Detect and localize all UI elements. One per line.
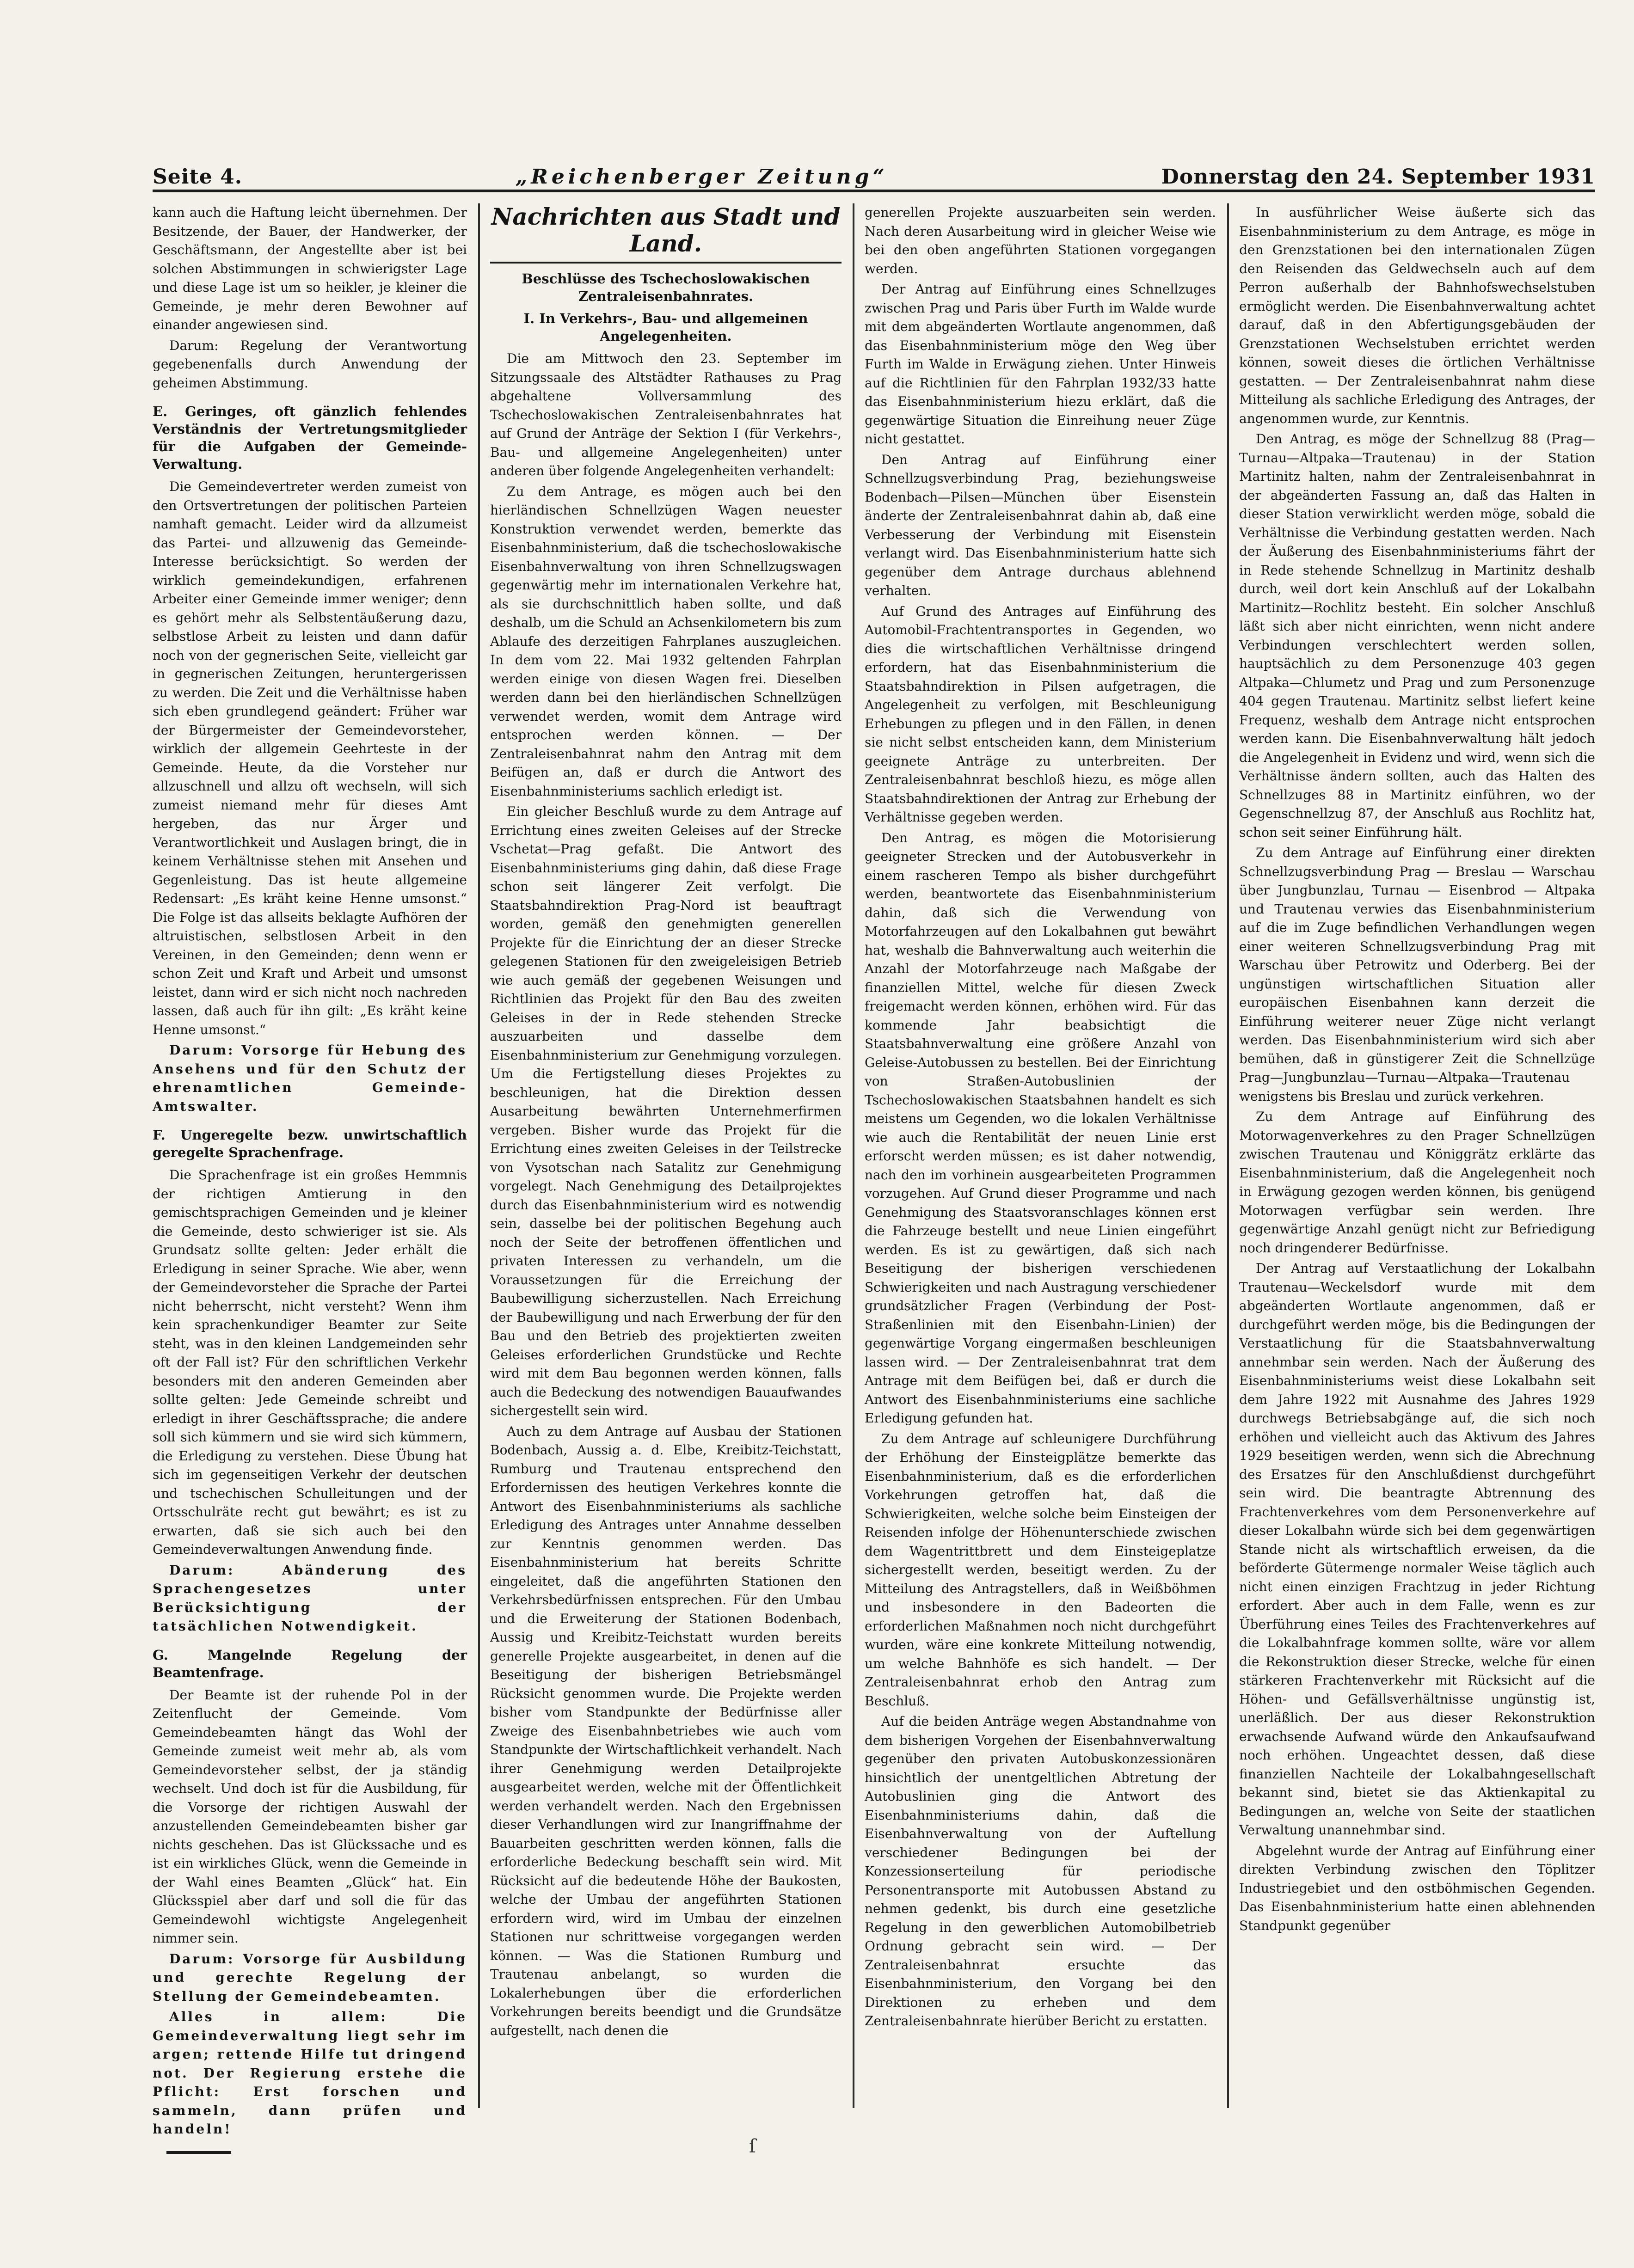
end-rule xyxy=(166,2151,231,2154)
paragraph: Den Antrag, es möge der Schnellzug 88 (Prag—Turnau—Altpaka—Trautenau) in der Station Martinitz halten, nahm der Zentraleisenbahnrat in der abgeänderten Fassung an, daß das Halten in dieser Station verwirklicht werden möge, sobald die Verhältnisse die Verbindung gestatten werden. Nach der Äußerung des Eisenbahnministeriums fährt der in Rede stehende Schnellzug in Martinitz deshalb durch, weil dort kein Anschluß auf der Lokalbahn Martinitz—Rochlitz besteht. Ein solcher Anschluß läßt sich aber nicht einrichten, wenn nicht andere Verbindungen verschlechtert werden sollen, hauptsächlich zu dem Personenzuge 403 gegen Altpaka—Chlumetz und Prag und zum Personenzuge 404 gegen Trautenau. Martinitz selbst liefert keine Frequenz, weshalb dem Antrage nicht entsprochen werden kann. Die Eisenbahnverwaltung hält jedoch die Angelegenheit in Evidenz und wird, wenn sich die Verhältnisse ändern sollten, auch das Halten des Schnellzuges 88 in Martinitz einführen, wo der Gegenschnellzug 87, der Anschluß aus Rochlitz hat, schon seit seiner Einführung hält. xyxy=(1239,431,1595,840)
column-divider xyxy=(478,203,480,2108)
paragraph: Zu dem Antrage auf Einführung des Motorwagenverkehres zu den Prager Schnellzügen zwischen Trautenau und Königgrätz erklärte das Eisenbahnministerium, daß die Angelegenheit noch in Erwägung gezogen werden können, bis genügend Motorwagen verfügbar sein werden. Ihre gegenwärtige Anzahl genügt nicht zur Befriedigung noch dringenderer Bedürfnisse. xyxy=(1239,1109,1595,1256)
paragraph: Darum: Abänderung des Sprachengesetzes unter Berücksichtigung der tatsächlichen Notwendigkeit. xyxy=(153,1562,467,1634)
masthead: „Reichenberger Zeitung“ xyxy=(515,165,888,189)
paragraph: Der Beamte ist der ruhende Pol in der Zeitenflucht der Gemeinde. Vom Gemeindebeamten hängt das Wohl der Gemeinde zumeist weit mehr ab, als vom Gemeindevorsteher selbst, der ja ständig wechselt. Und doch ist für die Ausbildung, für die Vorsorge der richtigen Auswahl der anzustellenden Gemeindebeamten bisher gar nichts geschehen. Das ist Glückssache und es ist ein wirkliches Glück, wenn die Gemeinde in der Wahl eines Beamten „Glück“ hat. Ein Glücksspiel aber darf und soll die für das Gemeindewohl wichtigste Angelegenheit nimmer sein. xyxy=(153,1687,467,1946)
page-header xyxy=(153,156,1595,189)
print-mark: ſ xyxy=(749,2136,756,2157)
paragraph: Den Antrag auf Einführung einer Schnellzugsverbindung Prag, beziehungsweise Bodenbach—Pilsen—München über Eisenstein änderte der Zentraleisenbahnrat dahin ab, daß eine Verbesserung der Verbindung mit Eisenstein verlangt wird. Das Eisenbahnministerium hatte sich gegenüber dem Antrage durchaus ablehnend verhalten. xyxy=(865,452,1216,598)
paragraph: Darum: Regelung der Verantwortung gegebenenfalls durch Anwendung der geheimen Abstimmung. xyxy=(153,337,467,391)
column-2 xyxy=(490,203,842,2108)
page-number: Seite 4. xyxy=(153,165,243,189)
section-heading: G. Mangelnde Regelung der Beamtenfrage. xyxy=(153,1647,467,1680)
paragraph: Ein gleicher Beschluß wurde zu dem Antrage auf Errichtung eines zweiten Geleises auf der Strecke Vschetat—Prag gefaßt. Die Antwort des Eisenbahnministeriums ging dahin, daß diese Frage schon seit längerer Zeit verfolgt. Die Staatsbahndirektion Prag-Nord ist beauftragt worden, gemäß den genehmigten generellen Projekte für die Einrichtung der an dieser Strecke gelegenen Stationen für den zweigeleisigen Betrieb wie auch gemäß der gegebenen Weisungen und Richtlinien das Projekt für den Bau des zweiten Geleises in der in Rede stehenden Strecke auszuarbeiten und dasselbe dem Eisenbahnministerium zur Genehmigung vorzulegen. Um die Fertigstellung dieses Projektes zu beschleunigen, hat die Direktion dessen Ausarbeitung bewährten Unternehmerfirmen vergeben. Bisher wurde das Projekt für die Errichtung eines zweiten Geleises in der Teilstrecke von Vysotschan nach Satalitz zur Genehmigung vorgelegt. Nach Genehmigung des Detailprojektes durch das Eisenbahnministerium wird es notwendig sein, dasselbe bei der politischen Begehung auch noch der Seite der betroffenen öffentlichen und privaten Interessen zu verhandeln, um die Voraussetzungen für die Erreichung der Baubewilligung sicherzustellen. Nach Erreichung der Baubewilligung und nach Erwerbung der für den Bau und den Betrieb des projektierten zweiten Geleises erforderlichen Grundstücke und Rechte wird mit dem Bau begonnen werden können, falls auch die Bedeckung des notwendigen Bauaufwandes sichergestellt sein wird. xyxy=(490,804,842,1418)
column-3 xyxy=(865,203,1216,2108)
header-rule xyxy=(153,190,1595,192)
section-title: Nachrichten aus Stadt und Land. xyxy=(491,203,841,257)
paragraph: Zu dem Antrage auf schleunigere Durchführung der Erhöhung der Einsteigplätze bemerkte das Eisenbahnministerium, daß es die erforderlichen Vorkehrungen getroffen hat, daß die Schwierigkeiten, welche solche beim Einsteigen der Reisenden infolge der Höhenunterschiede zwischen dem Wagentrittbrett und dem Einsteigeplatze sichergestellt werden, beseitigt werden. Zu der Mitteilung des Antragstellers, daß in Weißböhmen und insbesondere in den Badeorten die erforderlichen Maßnahmen noch nicht durchgeführt wurden, wäre eine konkrete Mitteilung notwendig, um welche Bahnhöfe es sich handelt. — Der Zentraleisenbahnrat erhob den Antrag zum Beschluß. xyxy=(865,1431,1216,1709)
column-divider xyxy=(853,203,854,2108)
paragraph: In ausführlicher Weise äußerte sich das Eisenbahnministerium zu dem Antrage, es möge in den Grenzstationen bei den internationalen Zügen den Reisenden das Geldwechseln auch auf dem Perron außerhalb der Bahnhofswechselstuben ermöglicht werden. Die Eisenbahnverwaltung achtet darauf, daß in den Abfertigungsgebäuden der Grenzstationen Wechselstuben errichtet werden können, soweit dieses die örtlichen Verhältnisse gestatten. — Der Zentraleisenbahnrat nahm diese Mitteilung als sachliche Erledigung des Antrages, der angenommen wurde, zur Kenntnis. xyxy=(1239,205,1595,426)
paragraph: Den Antrag, es mögen die Motorisierung geeigneter Strecken und der Autobusverkehr in einem rascheren Tempo als bisher durchgeführt werden, beantwortete das Eisenbahnministerium dahin, daß sich die Verwendung von Motorfahrzeugen auf den Lokalbahnen gut bewährt hat, weshalb die Bahnverwaltung auch weiterhin die Anzahl der Motorfahrzeuge nach Maßgabe der finanziellen Mittel, welche für diesen Zweck freigemacht werden können, erhöhen wird. Für das kommende Jahr beabsichtigt die Staatsbahnverwaltung eine größere Anzahl von Geleise-Autobussen zu bestellen. Bei der Einrichtung von Straßen-Autobuslinien der Tschechoslowakischen Staatsbahnen handelt es sich meistens um Gegenden, wo die lokalen Verhältnisse wie auch die Rentabilität der neuen Linie erst erforscht werden müssen; es ist daher notwendig, nach den im vorhinein ausgearbeiteten Programmen vorzugehen. Auf Grund dieser Programme und nach Genehmigung des Staatsvoranschlages können erst die Fahrzeuge bestellt und neue Linien eingeführt werden. Es ist zu gewärtigen, daß sich nach Beseitigung der bisherigen verschiedenen Schwierigkeiten und nach Austragung verschiedener grundsätzlicher Fragen (Verbindung der Post-Straßenlinien mit den Eisenbahn-Linien) der gegenwärtige Vorgang eingermaßen beschleunigen lassen wird. — Der Zentraleisenbahnrat trat dem Antrage mit dem Beifügen bei, daß er durch die Antwort des Eisenbahnministeriums eine sachliche Erledigung gefunden hat. xyxy=(865,830,1216,1426)
paragraph: Der Antrag auf Einführung eines Schnellzuges zwischen Prag und Paris über Furth im Walde wurde mit dem abgeänderten Wortlaute angenommen, daß das Eisenbahnministerium möge den Weg über Furth im Walde in Erwägung ziehen. Unter Hinweis auf die Richtlinien für den Fahrplan 1932/33 hatte das Eisenbahnministerium hiezu erklärt, daß die gegenwärtige Situation die Einreihung neuer Züge nicht gestattet. xyxy=(865,282,1216,447)
paragraph: Auf die beiden Anträge wegen Abstandnahme von dem bisherigen Vorgehen der Eisenbahnverwaltung gegenüber den privaten Autobuskonzessionären hinsichtlich der unentgeltlichen Abtretung der Autobuslinien ging die Antwort des Eisenbahnministeriums dahin, daß die Eisenbahnverwaltung von der Auftellung verschiedener Bedingungen bei der Konzessionserteilung für periodische Personentransporte mit Autobussen Abstand zu nehmen gedenkt, bis durch eine gesetzliche Regelung in den gewerblichen Automobilbetrieb Ordnung gebracht sein wird. — Der Zentraleisenbahnrat ersuchte das Eisenbahnministerium, den Vorgang bei den Direktionen zu erheben und dem Zentraleisenbahnrate hierüber Bericht zu erstatten. xyxy=(865,1714,1216,2029)
paragraph: generellen Projekte auszuarbeiten sein werden. Nach deren Ausarbeitung wird in gleicher Weise wie bei den oben angeführten Stationen vorgegangen werden. xyxy=(865,205,1216,276)
article-subheading: I. In Verkehrs-, Bau- und allgemeinen Angelegenheiten. xyxy=(523,311,808,344)
section-heading: E. Geringes, oft gänzlich fehlendes Verständnis der Vertretungsmitglieder für die Aufgaben der Gemeinde-Verwaltung. xyxy=(153,404,467,472)
paragraph: Auch zu dem Antrage auf Ausbau der Stationen Bodenbach, Aussig a. d. Elbe, Kreibitz-Teichstatt, Rumburg und Trautenau entsprechend den Erfordernissen des heutigen Verkehres konnte die Antwort des Eisenbahnministeriums als sachliche Erledigung des Antrages unter Annahme desselben zur Kenntnis genommen werden. Das Eisenbahnministerium hat bereits Schritte eingeleitet, daß die angeführten Stationen den Verkehrsbedürfnissen entsprechen. Für den Umbau und die Erweiterung der Stationen Bodenbach, Aussig und Kreibitz-Teichstatt wurden bereits generelle Projekte ausgearbeitet, in denen auf die Beseitigung der bisherigen Betriebsmängel Rücksicht genommen wurde. Die Projekte werden bisher vom Standpunkte der Bedürfnisse aller Zweige des Eisenbahnbetriebes wie auch vom Standpunkte der Wirtschaftlichkeit verhandelt. Nach ihrer Genehmigung werden Detailprojekte ausgearbeitet werden, welche mit der Öffentlichkeit werden verhandelt werden. Nach den Ergebnissen dieser Verhandlungen wird zur Inangriffnahme der Bauarbeiten geschritten werden können, falls die erforderliche Bedeckung beschafft sein wird. Mit Rücksicht auf die bedeutende Höhe der Baukosten, welche der Umbau der angeführten Stationen erfordern wird, wird im Umbau der einzelnen Stationen nur schrittweise vorgegangen werden können. — Was die Stationen Rumburg und Trautenau anbelangt, so wurden die Lokalerhebungen über die erforderlichen Vorkehrungen bereits beendigt und die Grundsätze aufgestellt, nach denen die xyxy=(490,1423,842,2038)
paragraph: Zu dem Antrage auf Einführung einer direkten Schnellzugsverbindung Prag — Breslau — Warschau über Jungbunzlau, Turnau — Eisenbrod — Altpaka und Trautenau verwies das Eisenbahnministerium auf die im Zuge befindlichen Verhandlungen wegen einer weiteren Schnellzugsverbindung Prag mit Warschau über Petrowitz und Oderberg. Bei der ungünstigen wirtschaftlichen Situation aller europäischen Eisenbahnen kann derzeit die Einführung weiterer neuer Züge nicht verlangt werden. Das Eisenbahnministerium wird sich aber bemühen, daß in günstigerer Zeit die Schnellzüge Prag—Jungbunzlau—Turnau—Altpaka—Trautenau wenigstens bis Breslau und zurück verkehren. xyxy=(1239,845,1595,1104)
column-divider xyxy=(1227,203,1229,2108)
paragraph: kann auch die Haftung leicht übernehmen. Der Besitzende, der Bauer, der Handwerker, der Geschäftsmann, der Angestellte aber ist bei solchen Abstimmungen in schwierigster Lage und diese Lage ist um so heikler, je kleiner die Gemeinde, je mehr deren Bewohner auf einander angewiesen sind. xyxy=(153,205,467,332)
paragraph: Die am Mittwoch den 23. September im Sitzungssaale des Altstädter Rathauses zu Prag abgehaltene Vollversammlung des Tschechoslowakischen Zentraleisenbahnrates hat auf Grund der Anträge der Sektion I (für Verkehrs-, Bau- und allgemeine Angelegenheiten) unter anderen über folgende Angelegenheiten verhandelt: xyxy=(490,351,842,478)
title-rule xyxy=(490,262,842,264)
paragraph: Die Sprachenfrage ist ein großes Hemmnis der richtigen Amtierung in den gemischtsprachigen Gemeinden und je kleiner die Gemeinde, desto schwieriger ist sie. Als Grundsatz sollte gelten: Jeder erhält die Erledigung in seiner Sprache. Wie aber, wenn der Gemeindevorsteher die Sprache der Partei nicht beherrscht, nicht versteht? Wenn ihm kein sprachenkundiger Beamter zur Seite steht, was in den kleinen Landgemeinden sehr oft der Fall ist? Für den schriftlichen Verkehr besonders mit den anderen Gemeinden aber sollte gelten: Jede Gemeinde schreibt und erledigt in ihrer Geschäftssprache; die andere soll sich kümmern und sie wird sich kümmern, die Erledigung zu verstehen. Diese Übung hat sich im gegenseitigen Verkehr der deutschen und tschechischen Schulleitungen und der Ortsschulräte recht gut bewährt; es ist zu erwarten, daß sie sich auch bei den Gemeindeverwaltungen Anwendung finde. xyxy=(153,1167,467,1557)
paragraph: Zu dem Antrage, es mögen auch bei den hierländischen Schnellzügen Wagen neuester Konstruktion verwendet werden, bemerkte das Eisenbahnministerium, daß die tschechoslowakische Eisenbahnverwaltung von ihren Schnellzugswagen gegenwärtig mehr im internationalen Verkehre hat, als sie durchschnittlich haben sollte, und daß deshalb, um die Schuld an Achsenkilometern bis zum Ablaufe des derzeitigen Fahrplanes auszugleichen. In dem vom 22. Mai 1932 geltenden Fahrplan werden einige von diesen Wagen frei. Dieselben werden dann bei den hierländischen Schnellzügen verwendet werden, womit dem Antrage wird entsprochen werden können. — Der Zentraleisenbahnrat nahm den Antrag mit dem Beifügen an, daß er durch die Antwort des Eisenbahnministeriums sachlich erledigt ist. xyxy=(490,484,842,799)
paragraph: Alles in allem: Die Gemeindeverwaltung liegt sehr im argen; rettende Hilfe tut dringend not. Der Regierung erstehe die Pflicht: Erst forschen und sammeln, dann prüfen und handeln! xyxy=(153,2009,467,2137)
section-heading: F. Ungeregelte bezw. unwirtschaftlich geregelte Sprachenfrage. xyxy=(153,1127,467,1160)
paragraph: Der Antrag auf Verstaatlichung der Lokalbahn Trautenau—Weckelsdorf wurde mit dem abgeänderten Wortlaute angenommen, daß er durchgeführt werden möge, bis die Bedingungen der Verstaatlichung für die Staatsbahnverwaltung annehmbar sein werden. Nach der Äußerung des Eisenbahnministeriums weist diese Lokalbahn seit dem Jahre 1922 mit Ausnahme des Jahres 1929 durchwegs Betriebsabgänge auf, die sich noch erhöhen und vielleicht auch das Aktivum des Jahres 1929 beseitigen werden, wenn sich die Abrechnung des Ersatzes für den Anschlußdienst durchgeführt sein wird. Die beantragte Abtrennung des Frachtenverkehres vom dem Personenverkehre auf dieser Lokalbahn würde sich bei dem gegenwärtigen Stande nicht als wirtschaftlich erweisen, da die beförderte Gütermenge normaler Weise täglich auch nicht einen einzigen Frachtzug in jeder Richtung erfordert. Aber auch in dem Falle, wenn es zur Überführung eines Teiles des Frachtenverkehres auf die Lokalbahnfrage kommen sollte, wäre vor allem die Rekonstruktion dieser Strecke, welche für einen stärkeren Frachtenverkehr mit Rücksicht auf die Höhen- und Gefällsverhältnisse ungünstig ist, unerläßlich. Der aus dieser Rekonstruktion erwachsende Aufwand würde den Ankaufsaufwand noch erhöhen. Ungeachtet dessen, daß diese finanziellen Nachteile der Lokalbahngesellschaft bekannt sind, bietet sie das Aktienkapital zu Bedingungen an, welche von Seite der staatlichen Verwaltung unannehmbar sind. xyxy=(1239,1261,1595,1838)
article-headline: Beschlüsse des Tschechoslowakischen Zentraleisenbahnrates. xyxy=(522,271,810,304)
issue-date: Donnerstag den 24. September 1931 xyxy=(1161,165,1595,189)
paragraph: Darum: Vorsorge für Hebung des Ansehens und für den Schutz der ehrenamtlichen Gemeinde-Amtswalter. xyxy=(153,1042,467,1114)
column-4 xyxy=(1239,203,1595,2108)
paragraph: Die Gemeindevertreter werden zumeist von den Ortsvertretungen der politischen Parteien namhaft gemacht. Leider wird da allzumeist das Partei- und allzuwenig das Gemeinde-Interesse berücksichtigt. So werden der wirklich gemeindekundigen, erfahrenen Arbeiter einer Gemeinde immer weniger; denn es gehört mehr als Selbstentäußerung dazu, selbstlose Arbeit zu leisten und dann dafür noch von der gegnerischen Seite, vielleicht gar in gegnerischen Zeitungen, heruntergerissen zu werden. Die Zeit und die Verhältnisse haben sich eben grundlegend geändert: Früher war der Bürgermeister der Gemeindevorsteher, wirklich der allgemein Geehrteste in der Gemeinde. Heute, da die Vorsteher nur allzuschnell und allzu oft wechseln, will sich zumeist niemand mehr für dieses Amt hergeben, das nur Ärger und Verantwortlichkeit und Auslagen bringt, die in keinem Verhältnisse stehen mit Ansehen und Gegenleistung. Das ist heute allgemeine Redensart: „Es kräht keine Henne umsonst.“ Die Folge ist das allseits beklagte Aufhören der altruistischen, selbstlosen Arbeit in den Vereinen, in den Gemeinden; denn wenn er schon Zeit und Kraft und Arbeit und umsonst leistet, dann wird er sich nicht noch nachreden lassen, daß auch für ihn gilt: „Es kräht keine Henne umsonst.“ xyxy=(153,479,467,1037)
paragraph: Auf Grund des Antrages auf Einführung des Automobil-Frachtentransportes in Gegenden, wo dies die wirtschaftlichen Verhältnisse dringend erfordern, hat das Eisenbahnministerium die Staatsbahndirektion in Pilsen aufgetragen, die Angelegenheit zu verfolgen, mit Beschleunigung Erhebungen zu pflegen und in den Fällen, in denen sie nicht selbst entscheiden kann, dem Ministerium geeignete Anträge zu unterbreiten. Der Zentraleisenbahnrat beschloß hiezu, es möge allen Staatsbahndirektionen der Antrag zur Erhebung der Verhältnisse gegeben werden. xyxy=(865,603,1216,825)
paragraph: Darum: Vorsorge für Ausbildung und gerechte Regelung der Stellung der Gemeindebeamten. xyxy=(153,1951,467,2004)
column-1 xyxy=(153,203,467,2137)
paragraph: Abgelehnt wurde der Antrag auf Einführung einer direkten Verbindung zwischen den Töplitzer Industriegebiet und den ostböhmischen Gegenden. Das Eisenbahnministerium hatte einen ablehnenden Standpunkt gegenüber xyxy=(1239,1843,1595,1933)
